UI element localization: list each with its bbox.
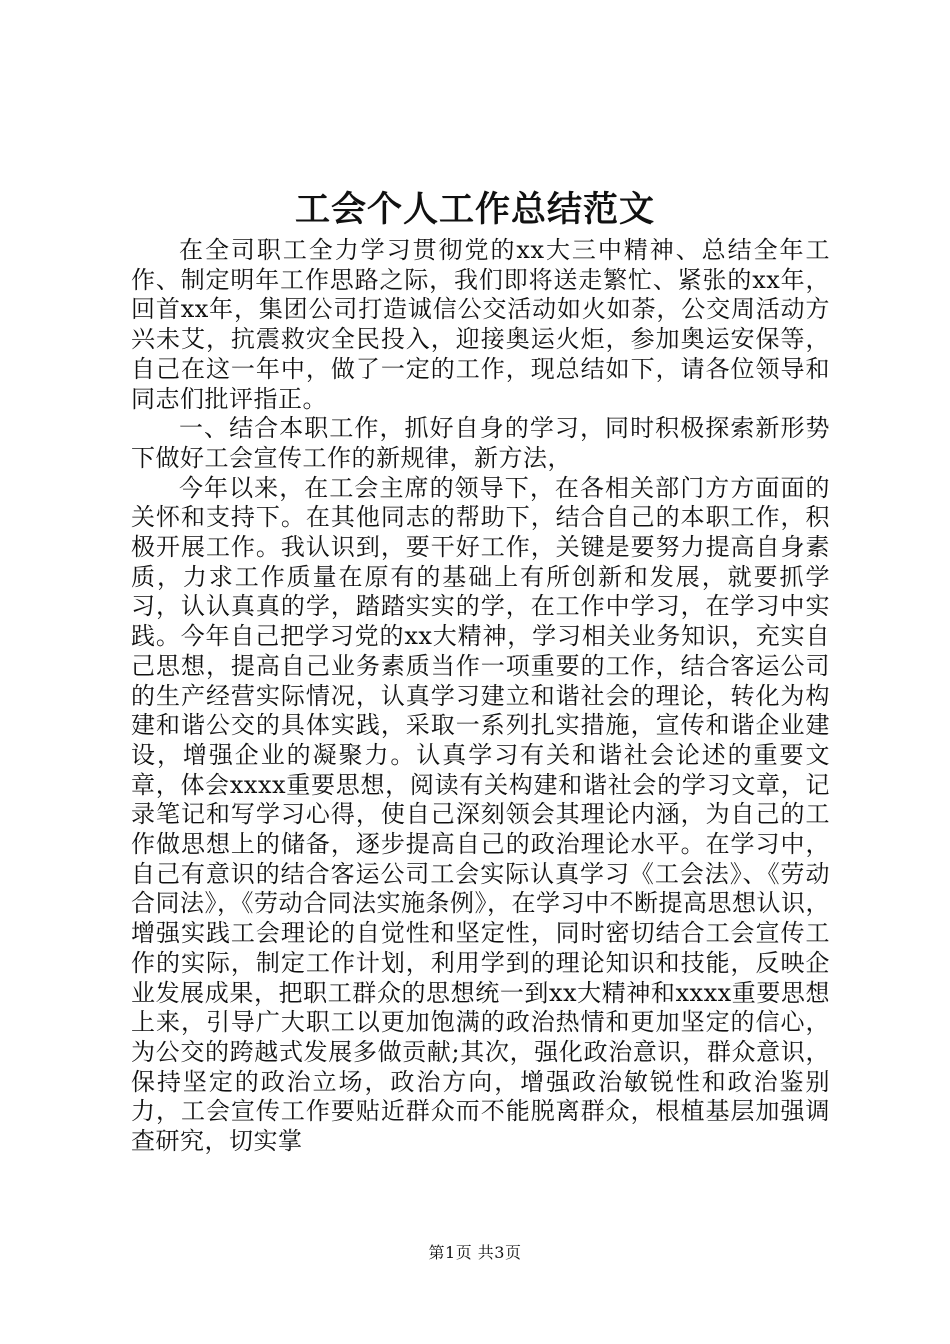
paragraph-body: 今年以来，在工会主席的领导下，在各相关部门方方面面的关怀和支持下。在其他同志的帮助下，结合自己的本职工作，积极开展工作。我认识到，要干好工作，关键是要努力提高自身素质，力求工作质量在原有的基础上有所创新和发展，就要抓学习，认认真真的学，踏踏实实的学，在工作中学习，在学习中实践。今年自己把学习党的xx大精神，学习相关业务知识，充实自己思想，提高自己业务素质当作一项重要的工作，结合客运公司的生产经营实际情况，认真学习建立和谐社会的理论，转化为构建和谐公交的具体实践，采取一系列扎实措施，宣传和谐企业建设，增强企业的凝聚力。认真学习有关和谐社会论述的重要文章，体会xxxx重要思想，阅读有关构建和谐社会的学习文章，记录笔记和写学习心得，使自己深刻领会其理论内涵，为自己的工作做思想上的储备，逐步提高自己的政治理论水平。在学习中，自己有意识的结合客运公司工会实际认真学习《工会法》、《劳动合同法》，《劳动合同法实施条例》，在学习中不断提高思想认识，增强实践工会理论的自觉性和坚定性，同时密切结合工会宣传工作的实际，制定工作计划，利用学到的理论知识和技能，反映企业发展成果，把职工群众的思想统一到xx大精神和xxxx重要思想上来，引导广大职工以更加饱满的政治热情和更加坚定的信心，为公交的跨越式发展多做贡献;其次，强化政治意识，群众意识，保持坚定的政治立场，政治方向，增强政治敏锐性和政治鉴别力，工会宣传工作要贴近群众而不能脱离群众，根植基层加强调查研究，切实掌 [131,473,830,1156]
page-footer [0,1242,950,1264]
document-title: 工会个人工作总结范文 [294,189,655,230]
document-body [131,236,830,1157]
paragraph-intro: 在全司职工全力学习贯彻党的xx大三中精神、总结全年工作、制定明年工作思路之际，我们即将送走繁忙、紧张的xx年，回首xx年，集团公司打造诚信公交活动如火如荼，公交周活动方兴未艾，抗震救灾全民投入，迎接奥运火炬，参加奥运安保等，自己在这一年中，做了一定的工作，现总结如下，请各位领导和同志们批评指正。 [131,236,830,413]
paragraph-section-heading: 一、结合本职工作，抓好自身的学习，同时积极探索新形势下做好工会宣传工作的新规律，新方法， [131,414,830,472]
page-number: 第1页 共3页 [428,1243,522,1262]
